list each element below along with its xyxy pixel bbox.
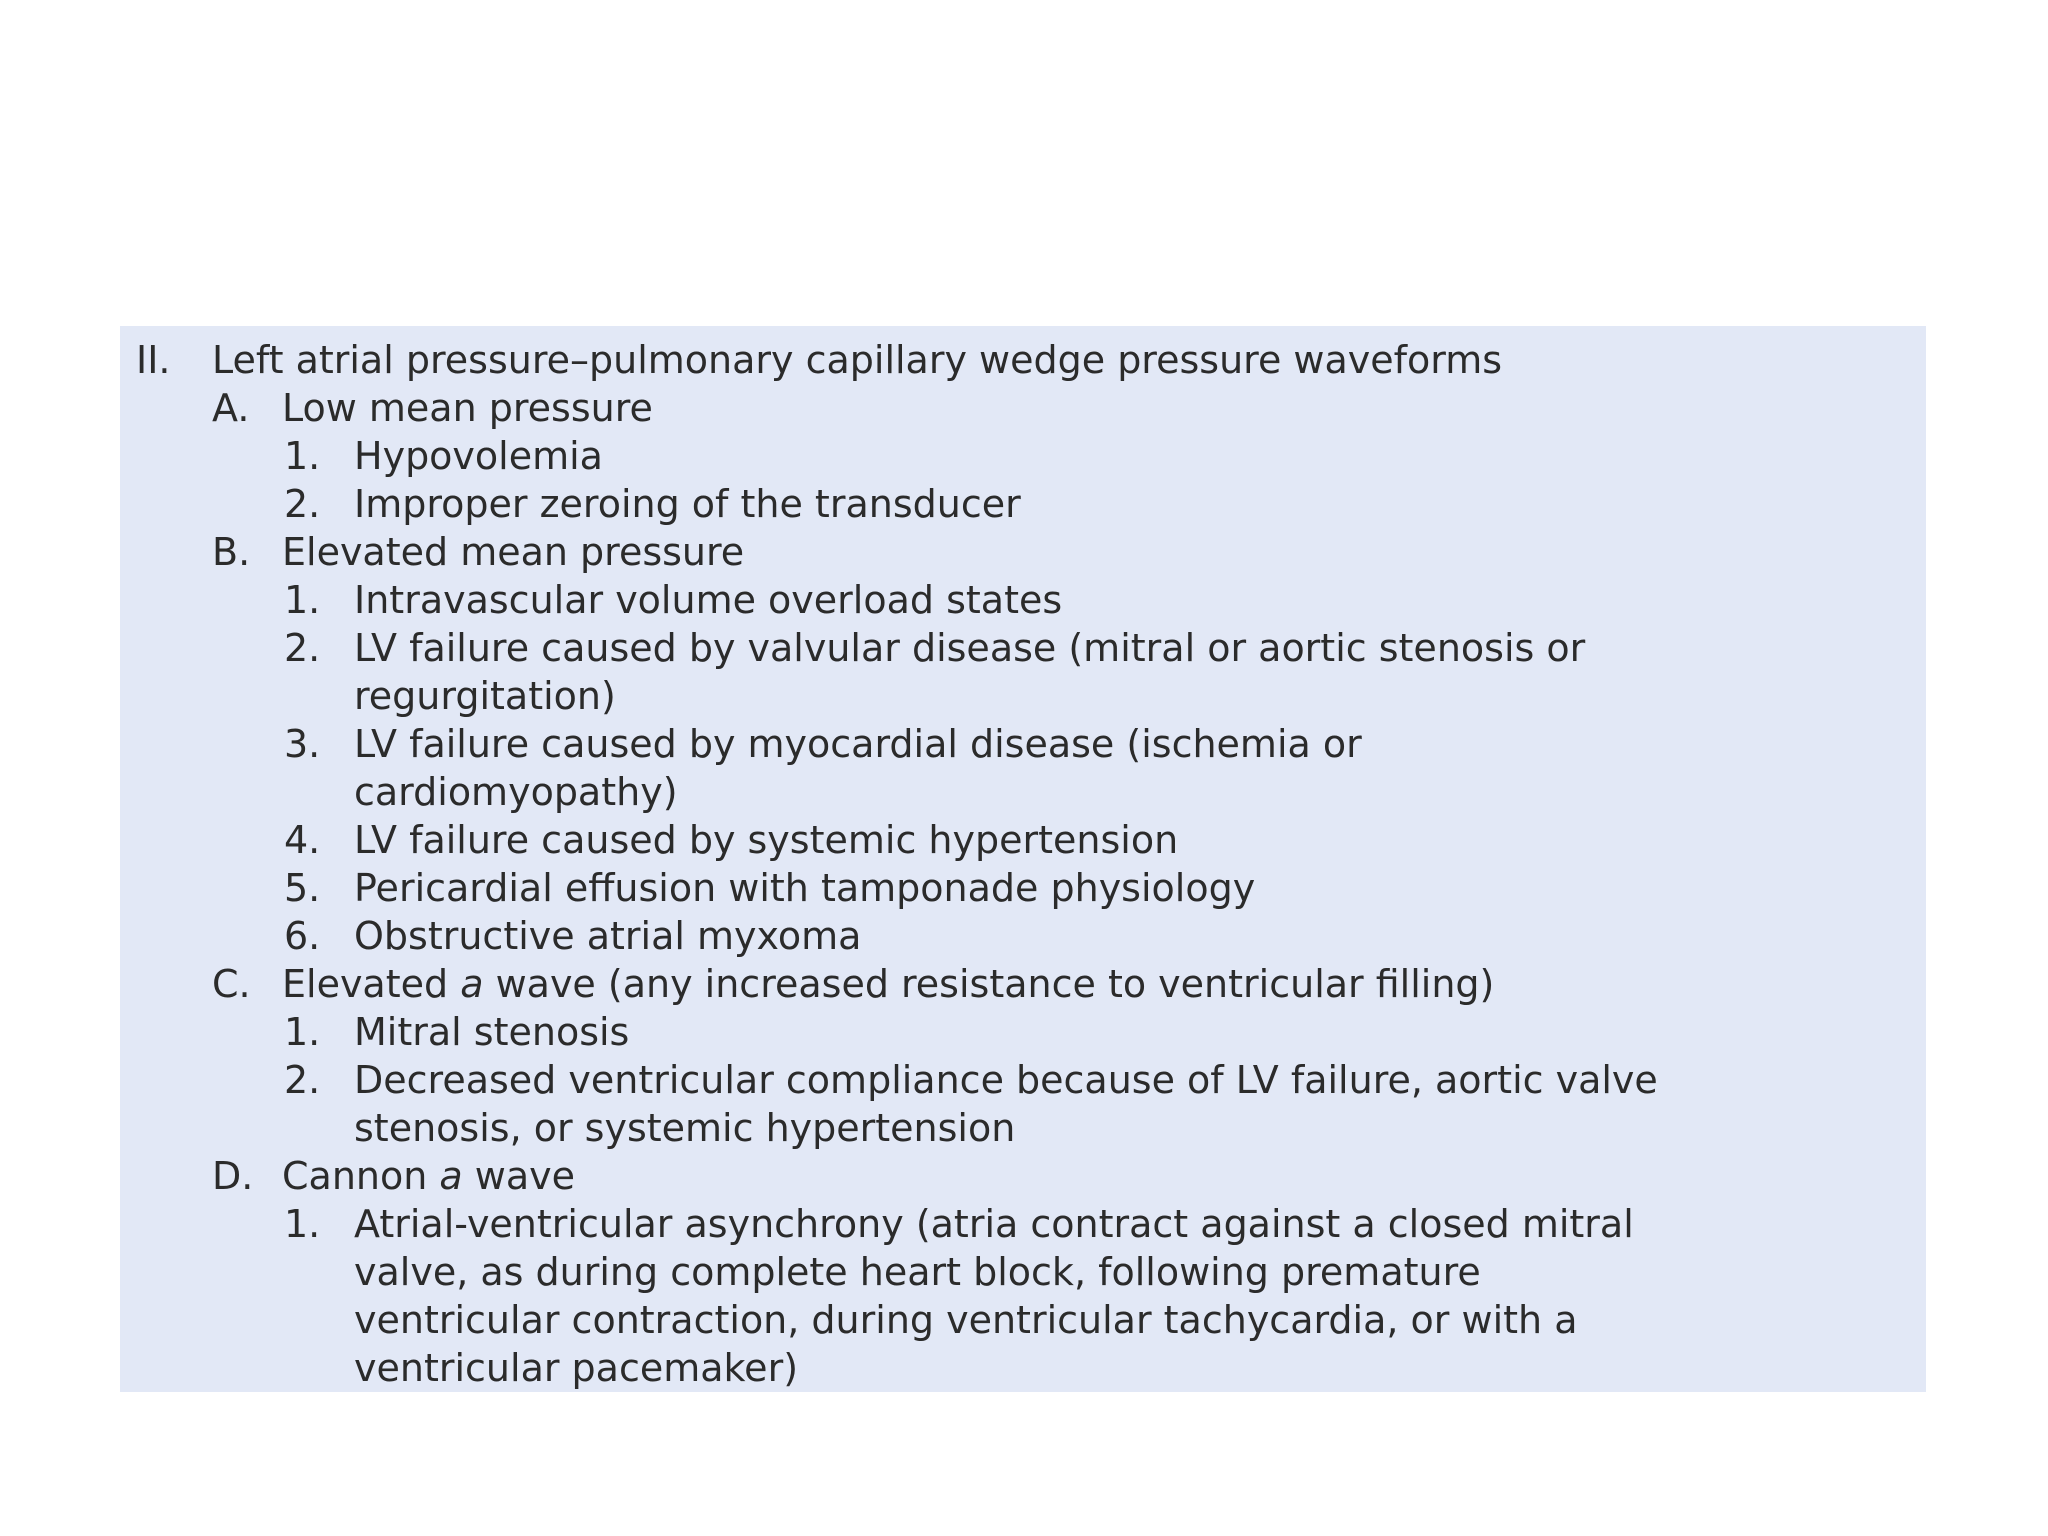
outline-item-text: LV failure caused by myocardial disease (ischemia or [354, 722, 1362, 766]
outline-item-text: LV failure caused by valvular disease (mitral or aortic stenosis or [354, 626, 1586, 670]
outline-item-text: Decreased ventricular compliance because of LV failure, aortic valve [354, 1058, 1658, 1102]
outline-item-text: Obstructive atrial myxoma [354, 914, 862, 958]
outline-item-text: Atrial-ventricular asynchrony (atria contract against a closed mitral [354, 1202, 1634, 1246]
section-title: Left atrial pressure–pulmonary capillary wedge pressure waveforms [212, 338, 1503, 382]
outline-number: 1. [284, 1010, 321, 1054]
outline-number: 2. [284, 482, 321, 526]
outline-number: 1. [284, 434, 321, 478]
outline-number: 1. [284, 578, 321, 622]
outline-item-text: Intravascular volume overload states [354, 578, 1063, 622]
section-number: II. [136, 338, 171, 382]
outline-heading-text [282, 960, 1494, 1008]
outline-number: 6. [284, 914, 321, 958]
heading-text-italic: a [460, 962, 484, 1006]
heading-text-italic: a [439, 1154, 463, 1198]
heading-text-after: wave (any increased resistance to ventricular filling) [483, 962, 1495, 1006]
outline-heading-text: Elevated mean pressure [282, 530, 745, 574]
outline-item-text: ventricular pacemaker) [354, 1346, 799, 1390]
outline-heading-text: Low mean pressure [282, 386, 653, 430]
heading-text-before: Elevated [282, 962, 461, 1006]
outline-number: 1. [284, 1202, 321, 1246]
outline-item-text: stenosis, or systemic hypertension [354, 1106, 1016, 1150]
outline-item-text: Mitral stenosis [354, 1010, 630, 1054]
outline-item-text: Improper zeroing of the transducer [354, 482, 1021, 526]
outline-number: 3. [284, 722, 321, 766]
outline-number: 2. [284, 1058, 321, 1102]
outline-item-text: Hypovolemia [354, 434, 603, 478]
outline-item-text: cardiomyopathy) [354, 770, 678, 814]
outline-item-text: LV failure caused by systemic hypertension [354, 818, 1179, 862]
outline-letter: D. [212, 1154, 254, 1198]
outline-letter: B. [212, 530, 251, 574]
outline-panel [120, 326, 1926, 1392]
outline-number: 4. [284, 818, 321, 862]
outline-item-text: regurgitation) [354, 674, 616, 718]
outline-item-text: Pericardial effusion with tamponade physiology [354, 866, 1256, 910]
outline-number: 5. [284, 866, 321, 910]
outline-letter: A. [212, 386, 250, 430]
heading-text-after: wave [462, 1154, 576, 1198]
outline-item-text: ventricular contraction, during ventricular tachycardia, or with a [354, 1298, 1578, 1342]
outline-item-text: valve, as during complete heart block, following premature [354, 1250, 1481, 1294]
outline-letter: C. [212, 962, 251, 1006]
outline-heading-text [282, 1152, 575, 1200]
heading-text-before: Cannon [282, 1154, 440, 1198]
outline-number: 2. [284, 626, 321, 670]
